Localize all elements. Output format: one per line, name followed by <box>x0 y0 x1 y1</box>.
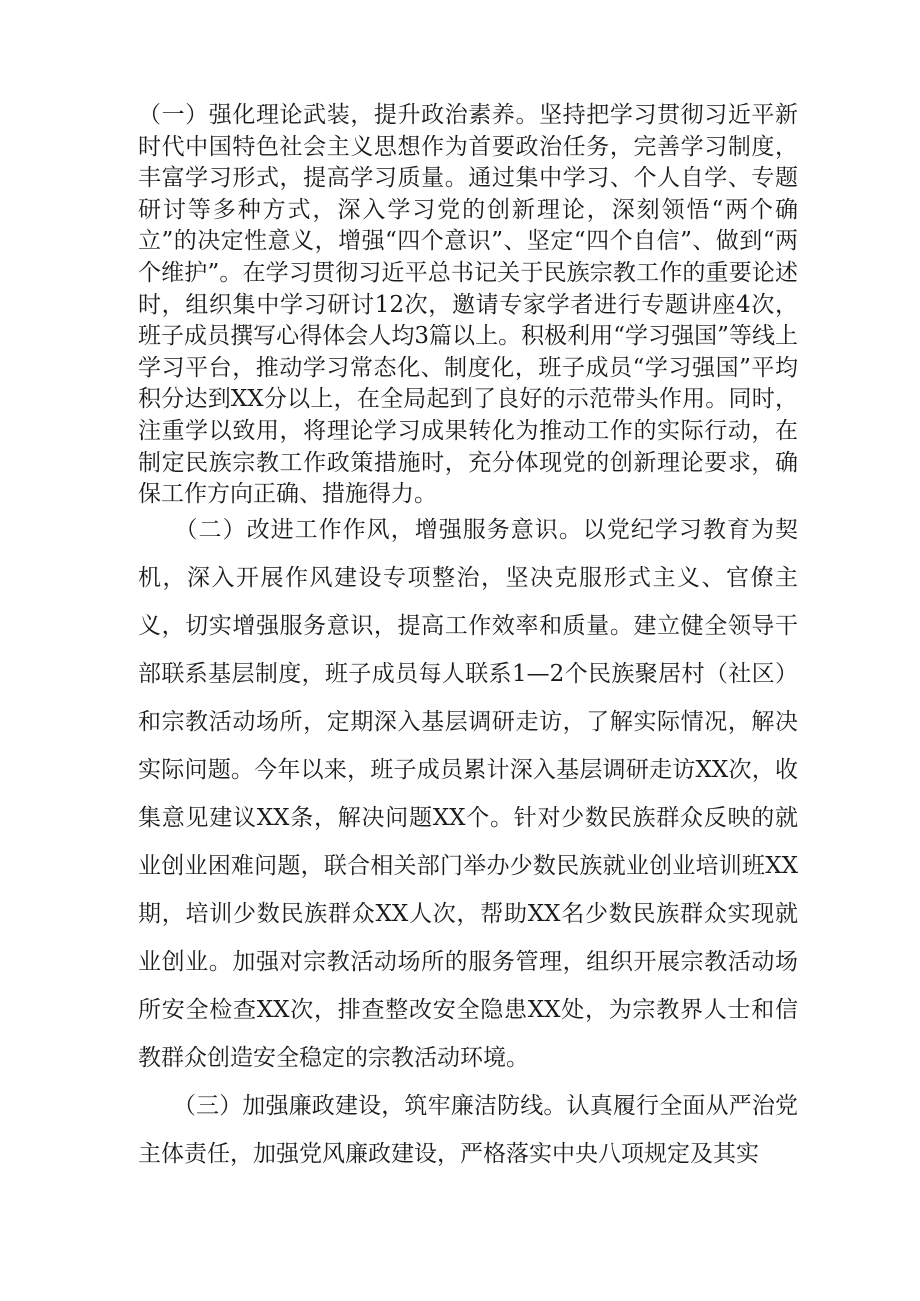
paragraph-integrity: （三）加强廉政建设，筑牢廉洁防线。认真履行全面从严治党主体责任，加强党风廉政建设，严格落实中央八项规定及其实 <box>138 1093 798 1167</box>
paragraph-theory: （一）强化理论武装，提升政治素养。坚持把学习贯彻习近平新时代中国特色社会主义思想作为首要政治任务，完善学习制度，丰富学习形式，提高学习质量。通过集中学习、个人自学、专题研讨等多种方式，深入学习党的创新理论，深刻领悟“两个确立”的决定性意义，增强“四个意识”、坚定“四个自信”、做到“两个维护”。在学习贯彻习近平总书记关于民族宗教工作的重要论述时，组织集中学习研讨12次，邀请专家学者进行专题讲座4次，班子成员撰写心得体会人均3篇以上。积极利用“学习强国”等线上学习平台，推动学习常态化、制度化，班子成员“学习强国”平均积分达到XX分以上，在全局起到了良好的示范带头作用。同时，注重学以致用，将理论学习成果转化为推动工作的实际行动，在制定民族宗教工作政策措施时，充分体现党的创新理论要求，确保工作方向正确、措施得力。 <box>138 102 798 508</box>
paragraph-work-style: （二）改进工作作风，增强服务意识。以党纪学习教育为契机，深入开展作风建设专项整治，坚决克服形式主义、官僚主义，切实增强服务意识，提高工作效率和质量。建立健全领导干部联系基层制度，班子成员每人联系1—2个民族聚居村（社区）和宗教活动场所，定期深入基层调研走访，了解实际情况，解决实际问题。今年以来，班子成员累计深入基层调研走访XX次，收集意见建议XX条，解决问题XX个。针对少数民族群众反映的就业创业困难问题，联合相关部门举办少数民族就业创业培训班XX期，培训少数民族群众XX人次，帮助XX名少数民族群众实现就业创业。加强对宗教活动场所的服务管理，组织开展宗教活动场所安全检查XX次，排查整改安全隐患XX处，为宗教界人士和信教群众创造安全稳定的宗教活动环境。 <box>138 517 798 1071</box>
